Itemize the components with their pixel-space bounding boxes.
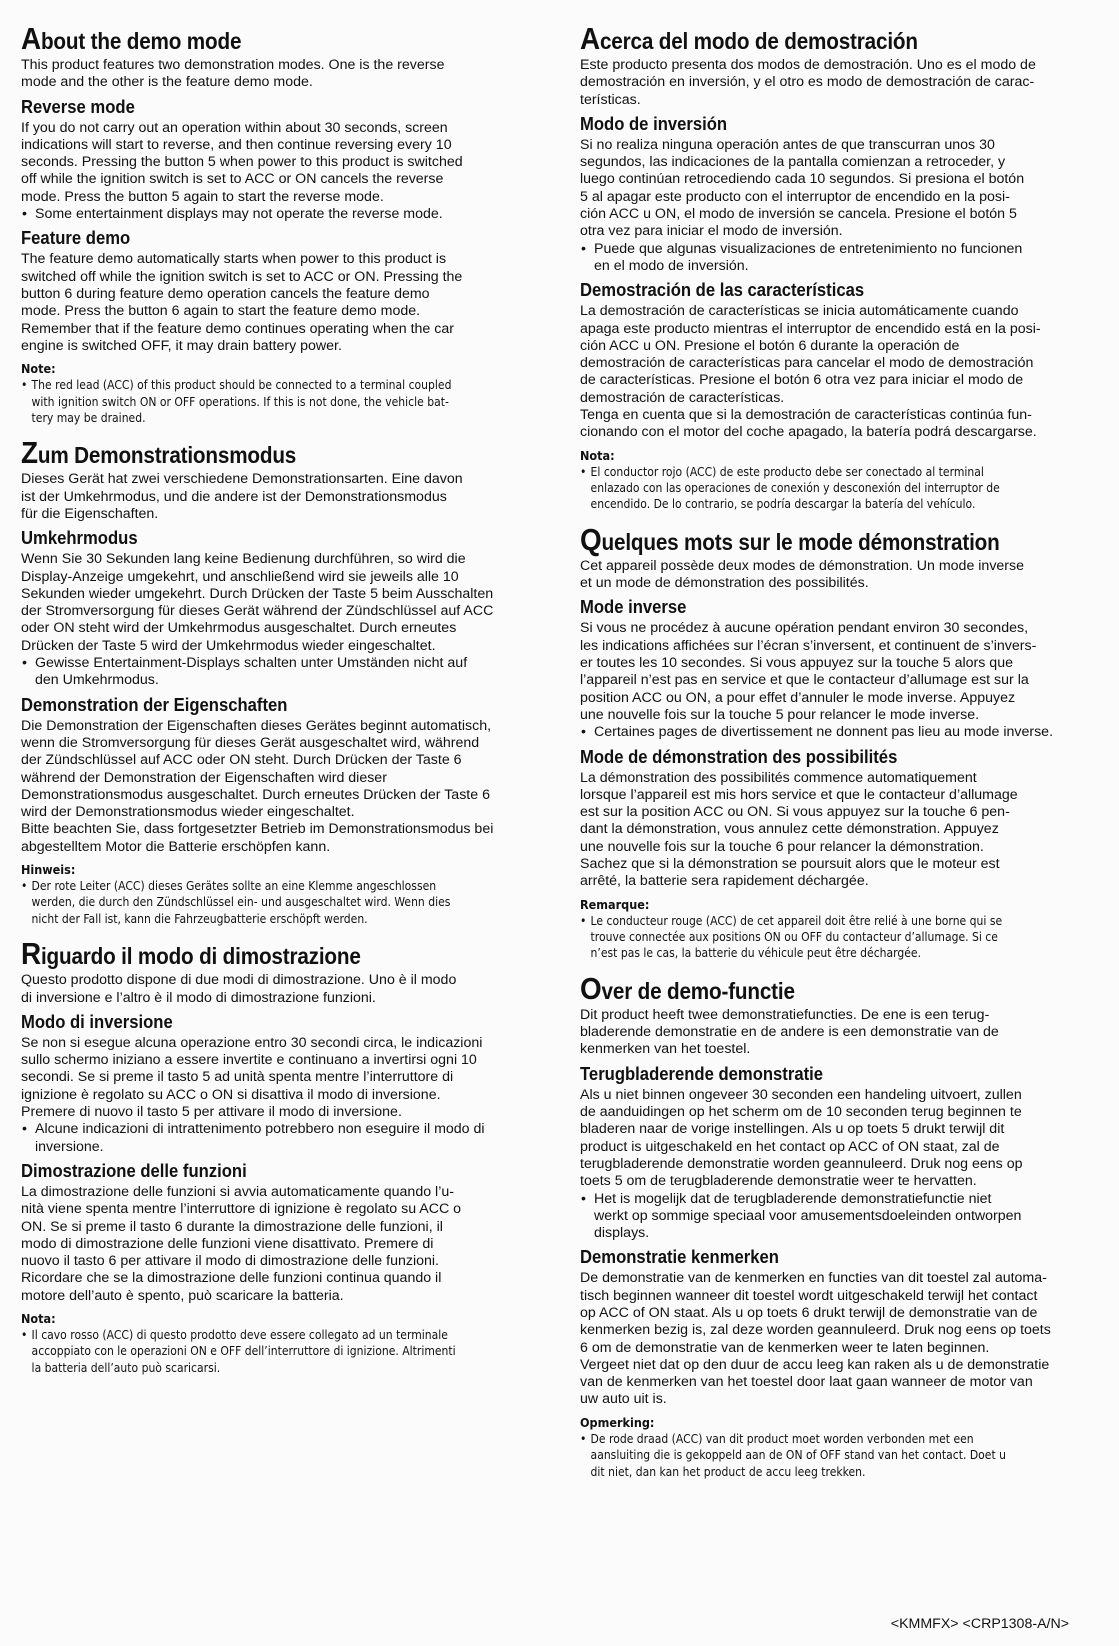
reverse-text: Als u niet binnen ongeveer 30 seconden een handeling uitvoert, zullen de aanduidingen op het scherm om de 10 seconden terug beginnen te bladeren naar de vorige instellingen. Als u op toets 5 drukt terwijl dit product is uitgeschakeld en het contact op ACC of ON staat, zal de terugbladerende demonstratie worden geannuleerd. Druk nog eens op toets 5 om de terugbladerende demonstratie weer te hervatten. <box>580 1086 1023 1190</box>
note-text: • De rode draad (ACC) van dit product moet worden verbonden met een aansluiting die is gekoppeld aan de ON of OFF stand van het contact. Doet u dit niet, dan kan het product de accu leeg trekken. <box>580 1431 1103 1480</box>
reverse-heading: Mode inverse <box>580 596 687 618</box>
note-label: Remarque: <box>580 896 650 912</box>
reverse-bullet: • Het is mogelijk dat de terugbladerende demonstratiefunctie niet werkt op sommige speciaal voor amusementsdoeleinden ontworpen displays. <box>580 1191 1095 1243</box>
section-dutch <box>580 970 1095 1480</box>
section-title: Over de demo-functie <box>580 970 795 1006</box>
reverse-bullet: • Gewisse Entertainment-Displays schalten unter Umständen nicht auf den Umkehrmodus. <box>21 655 536 690</box>
reverse-heading: Terugbladerende demonstratie <box>580 1062 824 1084</box>
section-german <box>21 435 536 927</box>
note-label: Nota: <box>21 1310 56 1326</box>
reverse-bullet: • Some entertainment displays may not operate the reverse mode. <box>21 206 536 223</box>
reverse-heading: Modo di inversione <box>21 1010 173 1032</box>
feature-heading: Demostración de las características <box>580 279 865 301</box>
reverse-text: Si no realiza ninguna operación antes de que transcurran unos 30 segundos, las indicaciones de la pantalla comienzan a retroceder, y luego continúan retrocediendo cada 10 segundos. Si presiona el botón 5 al apagar este producto con el interruptor de encendido en la posi- ción ACC u ON, el modo de inversión se cancela. Presione el botón 5 otra vez para iniciar el modo de inversión. <box>580 136 1025 240</box>
intro-text: This product features two demonstration modes. One is the reverse mode and the other is the feature demo mode. <box>21 57 445 91</box>
intro-text: Dieses Gerät hat zwei verschiedene Demonstrationsarten. Eine davon ist der Umkehrmodus, und die andere ist der Demonstrationsmodus für die Eigenschaften. <box>21 471 463 522</box>
section-title: Riguardo il modo di dimostrazione <box>21 936 361 972</box>
reverse-bullet: • Alcune indicazioni di intrattenimento potrebbero non eseguire il modo di inversione. <box>21 1121 536 1156</box>
note-label: Nota: <box>580 447 615 463</box>
feature-heading: Demonstration der Eigenschaften <box>21 693 288 715</box>
reverse-text: Se non si esegue alcuna operazione entro 30 secondi circa, le indicazioni sullo schermo iniziano a essere invertite e continuano a invertirsi ogni 10 secondi. Se si preme il tasto 5 ad unità spenta mentre l’interruttore di ignizione è regolato su ACC o ON si disattiva il modo di inversione. Premere di nuovo il tasto 5 per attivare il modo di inversione. <box>21 1034 483 1121</box>
reverse-heading: Modo de inversión <box>580 112 728 134</box>
section-french <box>580 521 1095 962</box>
feature-text: La dimostrazione delle funzioni si avvia automaticamente quando l’u- nità viene spenta mentre l’interruttore di ignizione è regolato su ACC o ON. Se si preme il tasto 6 durante la dimostrazione delle funzioni, il modo di dimostrazione delle funzioni viene disattivato. Premere di nuovo il tasto 6 per attivare il modo di dimostrazione delle funzioni. Ricordare che se la dimostrazione delle funzioni continua quando il motore dell’auto è spento, può scaricare la batteria. <box>21 1183 462 1304</box>
note-label: Opmerking: <box>580 1414 655 1430</box>
reverse-bullet: • Puede que algunas visualizaciones de entretenimiento no funcionen en el modo de inversión. <box>580 241 1095 276</box>
section-italian <box>21 936 536 1376</box>
feature-text: De demonstratie van de kenmerken en functies van dit toestel zal automa- tisch beginnen wanneer dit toestel wordt uitgeschakeld terwijl het contact op ACC of ON staat. Als u op toets 6 drukt terwijl de demonstratie van de kenmerken bezig is, zal deze worden geannuleerd. Druk nog eens op toets 6 om de demonstratie van de kenmerken weer te laten beginnen. Vergeet niet dat op den duur de accu leeg kan raken als u de demonstratie van de kenmerken van het toestel door laat gaan wanneer de motor van uw auto uit is. <box>580 1270 1051 1408</box>
note-text: • The red lead (ACC) of this product should be connected to a terminal coupled with ignition switch ON or OFF operations. If this is not done, the vehicle bat- tery may be drained. <box>21 377 544 426</box>
feature-text: The feature demo automatically starts when power to this product is switched off while the ignition switch is set to ACC or ON. Pressing the button 6 during feature demo operation cancels the feature demo mode. Press the button 6 again to start the feature demo mode. Remember that if the feature demo continues operating when the car engine is switched OFF, it may drain battery power. <box>21 251 463 354</box>
intro-text: Questo prodotto dispone di due modi di dimostrazione. Uno è il modo di inversione e l’altro è il modo di dimostrazione funzioni. <box>21 972 457 1006</box>
section-title: Quelques mots sur le mode démonstration <box>580 521 1000 557</box>
reverse-bullet: • Certaines pages de divertissement ne donnent pas lieu au mode inverse. <box>580 724 1095 741</box>
reverse-heading: Reverse mode <box>21 95 135 117</box>
section-spanish <box>580 21 1095 513</box>
feature-heading: Mode de démonstration des possibilités <box>580 745 898 767</box>
note-label: Hinweis: <box>21 862 76 878</box>
note-label: Note: <box>21 361 56 377</box>
feature-text: La demostración de características se inicia automáticamente cuando apaga este producto mientras el interruptor de encendido está en la posi- ción ACC u ON. Presione el botón 6 durante la operación de demostración de características para cancelar el modo de demostración de características. Presione el botón 6 otra vez para iniciar el modo de demostración de características. Tenga en cuenta que si la demostración de características continúa fun- cionando con el motor del coche apagado, la batería podrá descargarse. <box>580 303 1041 441</box>
feature-text: Die Demonstration der Eigenschaften dieses Gerätes beginnt automatisch, wenn die Stromversorgung für dieses Gerät ausgeschaltet wird, während der Zündschlüssel auf ACC oder ON steht. Durch Drücken der Taste 6 während der Demonstration der Eigenschaften wird dieser Demonstrationsmodus ausgeschaltet. Durch erneutes Drücken der Taste 6 wird der Demonstrationsmodus wieder eingeschaltet. Bitte beachten Sie, dass fortgesetzter Betrieb im Demonstrationsmodus bei abgestelltem Motor die Batterie erschöpfen kann. <box>21 717 494 855</box>
document-code: <KMMFX> <CRP1308-A/N> <box>890 1616 1069 1632</box>
feature-heading: Dimostrazione delle funzioni <box>21 1159 247 1181</box>
reverse-text: Si vous ne procédez à aucune opération pendant environ 30 secondes, les indications affichées sur l’écran s’inversent, et continuent de s’invers- er toutes les 10 secondes. Si vous appuyez sur la touche 5 alors que l’appareil n’est pas en service et que le contacteur d’allumage est sur la position ACC ou ON, a pour effet d’annuler le mode inverse. Appuyez une nouvelle fois sur la touche 5 pour relancer le mode inverse. <box>580 620 1037 723</box>
right-column <box>580 21 1095 1480</box>
reverse-text: If you do not carry out an operation within about 30 seconds, screen indications will start to reverse, and then continue reversing every 10 seconds. Pressing the button 5 when power to this product is switched off while the ignition switch is set to ACC or ON cancels the reverse mode. Press the button 5 again to start the reverse mode. <box>21 119 463 205</box>
note-text: • El conductor rojo (ACC) de este producto debe ser conectado al terminal enlazado con las operaciones de conexión y desconexión del interruptor de encendido. De lo contrario, se podría descargar la batería del vehículo. <box>580 464 1103 513</box>
intro-text: Cet appareil possède deux modes de démonstration. Un mode inverse et un mode de démonstration des possibilités. <box>580 557 1025 592</box>
reverse-text: Wenn Sie 30 Sekunden lang keine Bedienung durchführen, so wird die Display-Anzeige umgekehrt, und anschließend wird sie jeweils alle 10 Sekunden wieder umgekehrt. Durch Drücken der Taste 5 beim Ausschalten der Stromversorgung für dieses Gerät während der Zündschlüssel auf ACC oder ON steht wird der Umkehrmodus ausgeschaltet. Durch erneutes Drücken der Taste 5 wird der Umkehrmodus wieder eingeschaltet. <box>21 551 494 654</box>
feature-text: La démonstration des possibilités commence automatiquement lorsque l’appareil est mis hors service et que le contacteur d’allumage est sur la position ACC ou ON. Si vous appuyez sur la touche 6 pen- dant la démonstration, vous annulez cette démonstration. Appuyez une nouvelle fois sur la touche 6 pour relancer la démonstration. Sachez que si la démonstration se poursuit alors que le moteur est arrêté, la batterie sera rapidement déchargée. <box>580 769 1018 890</box>
section-english <box>21 21 536 426</box>
feature-heading: Feature demo <box>21 227 131 249</box>
section-title: Zum Demonstrationsmodus <box>21 435 297 471</box>
note-text: • Le conducteur rouge (ACC) de cet appareil doit être relié à une borne qui se trouve connectée aux positions ON ou OFF du contacteur d’allumage. Si ce n’est pas le cas, la batterie du véhicule peut être déchargée. <box>580 913 1103 962</box>
left-column <box>21 21 536 1376</box>
note-text: • Der rote Leiter (ACC) dieses Gerätes sollte an eine Klemme angeschlossen werden, die durch den Zündschlüssel ein- und ausgeschaltet wird. Wenn dies nicht der Fall ist, kann die Fahrzeugbatterie erschöpft werden. <box>21 878 544 927</box>
section-title: About the demo mode <box>21 21 242 56</box>
intro-text: Dit product heeft twee demonstratiefuncties. De ene is een terug- bladerende demonstratie en de andere is een demonstratie van de kenmerken van het toestel. <box>580 1006 999 1058</box>
intro-text: Este producto presenta dos modos de demostración. Uno es el modo de demostración en inversión, y el otro es modo de demostración de carac- terísticas. <box>580 57 1036 108</box>
reverse-heading: Umkehrmodus <box>21 527 138 549</box>
note-text: • Il cavo rosso (ACC) di questo prodotto deve essere collegato ad un terminale accoppiato con le operazioni ON e OFF dell’interruttore di ignizione. Altrimenti la batteria dell’auto può scaricarsi. <box>21 1327 544 1376</box>
feature-heading: Demonstratie kenmerken <box>580 1246 779 1268</box>
section-title: Acerca del modo de demostración <box>580 21 918 56</box>
